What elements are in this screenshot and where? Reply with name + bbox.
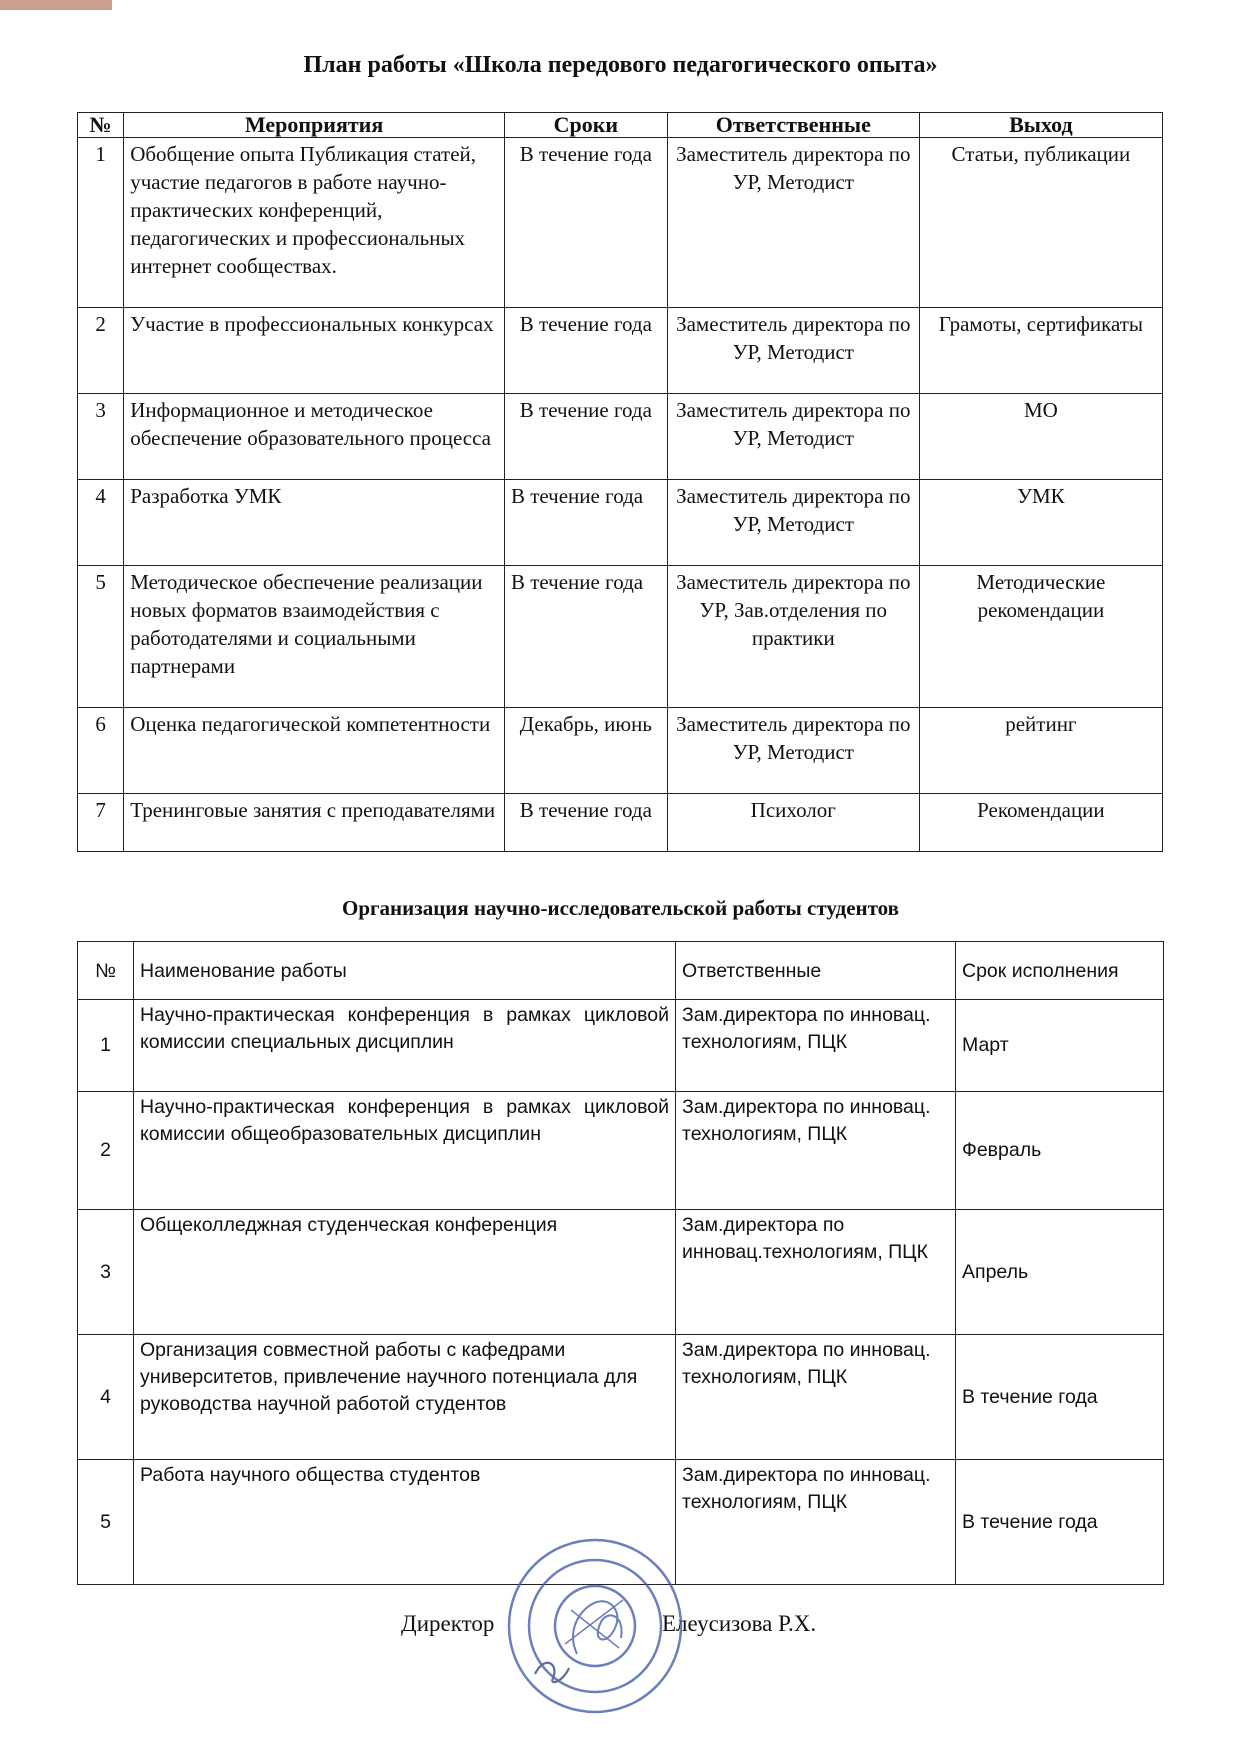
research-header-row <box>78 942 1164 1000</box>
table-row <box>78 708 1163 794</box>
responsible-cell: Заместитель директора по УР, Методист <box>667 394 919 480</box>
output-cell: рейтинг <box>919 708 1162 794</box>
table-row <box>78 1335 1164 1460</box>
output-cell: Грамоты, сертификаты <box>919 308 1162 394</box>
event-cell: Тренинговые занятия с преподавателями <box>124 794 505 852</box>
plan-header-event: Мероприятия <box>124 113 505 138</box>
table-row <box>78 1092 1164 1210</box>
page-corner-mark <box>0 0 112 10</box>
table-row <box>78 138 1163 308</box>
output-cell: Рекомендации <box>919 794 1162 852</box>
term-cell: В течение года <box>504 566 667 708</box>
term-cell: В течение года <box>504 480 667 566</box>
work-cell: Работа научного общества студентов <box>134 1460 676 1585</box>
row-number: 2 <box>78 1092 134 1210</box>
term-cell: В течение года <box>504 138 667 308</box>
table-row <box>78 308 1163 394</box>
table-row <box>78 1210 1164 1335</box>
row-number: 6 <box>78 708 124 794</box>
event-cell: Участие в профессиональных конкурсах <box>124 308 505 394</box>
research-header-work: Наименование работы <box>134 942 676 1000</box>
deadline-cell: В течение года <box>956 1335 1164 1460</box>
deadline-cell: Апрель <box>956 1210 1164 1335</box>
work-cell: Научно-практическая конференция в рамках цикловой комиссии общеобразовательных дисциплин <box>134 1092 676 1210</box>
table-row <box>78 794 1163 852</box>
table-row <box>78 566 1163 708</box>
table-row <box>78 1000 1164 1092</box>
work-cell: Общеколледжная студенческая конференция <box>134 1210 676 1335</box>
row-number: 7 <box>78 794 124 852</box>
responsible-cell: Заместитель директора по УР, Методист <box>667 138 919 308</box>
research-header-term: Срок исполнения <box>956 942 1164 1000</box>
row-number: 1 <box>78 138 124 308</box>
deadline-cell: Март <box>956 1000 1164 1092</box>
plan-header-resp: Ответственные <box>667 113 919 138</box>
plan-header-num: № <box>78 113 124 138</box>
term-cell: В течение года <box>504 308 667 394</box>
output-cell: УМК <box>919 480 1162 566</box>
plan-table <box>77 112 1163 852</box>
responsible-cell: Зам.директора по инновац. технологиям, ПЦК <box>676 1092 956 1210</box>
deadline-cell: В течение года <box>956 1460 1164 1585</box>
responsible-cell: Зам.директора по инновац.технологиям, ПЦК <box>676 1210 956 1335</box>
responsible-cell: Психолог <box>667 794 919 852</box>
output-cell: Методические рекомендации <box>919 566 1162 708</box>
term-cell: Декабрь, июнь <box>504 708 667 794</box>
output-cell: МО <box>919 394 1162 480</box>
director-name: Елеусизова Р.Х. <box>662 1611 817 1636</box>
event-cell: Информационное и методическое обеспечение образовательного процесса <box>124 394 505 480</box>
row-number: 1 <box>78 1000 134 1092</box>
event-cell: Обобщение опыта Публикация статей, участие педагогов в работе научно-практических конференций, педагогических и профессиональных интернет сообществах. <box>124 138 505 308</box>
director-label: Директор <box>401 1611 495 1636</box>
plan-header-term: Сроки <box>504 113 667 138</box>
event-cell: Методическое обеспечение реализации новых форматов взаимодействия с работодателями и социальными партнерами <box>124 566 505 708</box>
responsible-cell: Заместитель директора по УР, Методист <box>667 480 919 566</box>
event-cell: Оценка педагогической компетентности <box>124 708 505 794</box>
plan-title: План работы «Школа передового педагогического опыта» <box>303 52 938 78</box>
research-header-resp: Ответственные <box>676 942 956 1000</box>
responsible-cell: Заместитель директора по УР, Зав.отделения по практики <box>667 566 919 708</box>
responsible-cell: Заместитель директора по УР, Методист <box>667 308 919 394</box>
table-row <box>78 480 1163 566</box>
research-header-num: № <box>78 942 134 1000</box>
responsible-cell: Заместитель директора по УР, Методист <box>667 708 919 794</box>
row-number: 2 <box>78 308 124 394</box>
row-number: 5 <box>78 1460 134 1585</box>
responsible-cell: Зам.директора по инновац. технологиям, ПЦК <box>676 1335 956 1460</box>
event-cell: Разработка УМК <box>124 480 505 566</box>
term-cell: В течение года <box>504 394 667 480</box>
responsible-cell: Зам.директора по инновац. технологиям, ПЦК <box>676 1000 956 1092</box>
work-cell: Организация совместной работы с кафедрами университетов, привлечение научного потенциала для руководства научной работой студентов <box>134 1335 676 1460</box>
term-cell: В течение года <box>504 794 667 852</box>
responsible-cell: Зам.директора по инновац. технологиям, ПЦК <box>676 1460 956 1585</box>
research-title: Организация научно-исследовательской работы студентов <box>342 896 899 920</box>
work-cell: Научно-практическая конференция в рамках цикловой комиссии специальных дисциплин <box>134 1000 676 1092</box>
row-number: 4 <box>78 1335 134 1460</box>
plan-header-out: Выход <box>919 113 1162 138</box>
row-number: 3 <box>78 394 124 480</box>
row-number: 3 <box>78 1210 134 1335</box>
research-table <box>77 941 1164 1585</box>
deadline-cell: Февраль <box>956 1092 1164 1210</box>
plan-header-row <box>78 113 1163 138</box>
output-cell: Статьи, публикации <box>919 138 1162 308</box>
official-stamp <box>505 1536 685 1716</box>
row-number: 4 <box>78 480 124 566</box>
row-number: 5 <box>78 566 124 708</box>
table-row <box>78 394 1163 480</box>
